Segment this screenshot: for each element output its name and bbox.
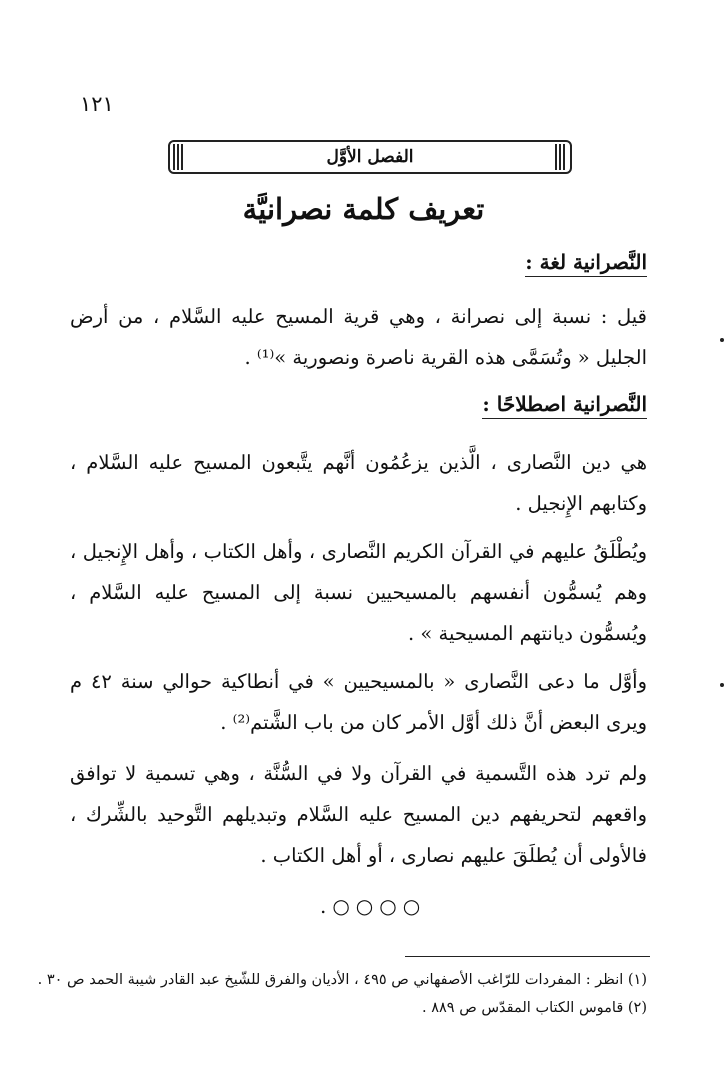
paragraph-linguistic-definition: قيل : نسبة إلى نصرانة ، وهي قرية المسيح عليه السَّلام ، من أرض الجليل « وتُسَمَّى هذه القرية ناصرة ونصورية »⁽¹⁾ . xyxy=(70,305,647,369)
paragraph-naming-ruling: ولم ترد هذه التَّسمية في القرآن ولا في السُّنَّة ، وهي تسمية لا توافق واقعهم لتحريفهم دين المسيح عليه السَّلام وتبديلهم التَّوحيد بالشِّرك ، فالأولى أن يُطلَقَ عليهم نصارى ، أو أهل الكتاب . xyxy=(70,762,647,867)
paragraph-antioch-history: وأوَّل ما دعى النَّصارى « بالمسيحيين » في أنطاكية حوالي سنة ٤٢ م ويرى البعض أنَّ ذلك أوَّل الأمر كان من باب الشَّتم⁽²⁾ . xyxy=(70,670,647,734)
section-heading-linguistic: النَّصرانية لغة : xyxy=(525,250,647,277)
chapter-title: الفصل الأوَّل xyxy=(326,147,414,167)
footnote-divider xyxy=(405,956,650,957)
page-number: ١٢١ xyxy=(80,92,114,116)
footnote-1: (١) انظر : المفردات للرّاغب الأصفهاني ص ٤٩٥ ، الأديان والفرق للشّيخ عبد القادر شيبة الحمد ص ٣٠ . xyxy=(37,972,647,988)
paragraph-religion-definition: هي دين النَّصارى ، الَّذين يزعُمُون أنَّهم يتَّبعون المسيح عليه السَّلام ، وكتابهم الإِنجيل . xyxy=(70,451,647,515)
paragraph-names-in-quran: ويُطْلَقُ عليهم في القرآن الكريم النَّصارى ، وأهل الكتاب ، وأهل الإِنجيل ، وهم يُسمُّون أنفسهم بالمسيحيين نسبة إلى المسيح عليه السَّلام ، ويُسمُّون ديانتهم المسيحية » . xyxy=(70,540,647,645)
section-separator: .○○○○ xyxy=(320,894,427,918)
margin-mark xyxy=(720,683,724,687)
section-heading-technical: النَّصرانية اصطلاحًا : xyxy=(482,392,647,419)
footnote-2: (٢) قاموس الكتاب المقدّس ص ٨٨٩ . xyxy=(422,1000,647,1016)
chapter-banner xyxy=(168,140,572,174)
margin-mark xyxy=(720,338,724,342)
main-title: تعريف كلمة نصرانيَّة xyxy=(242,192,485,226)
